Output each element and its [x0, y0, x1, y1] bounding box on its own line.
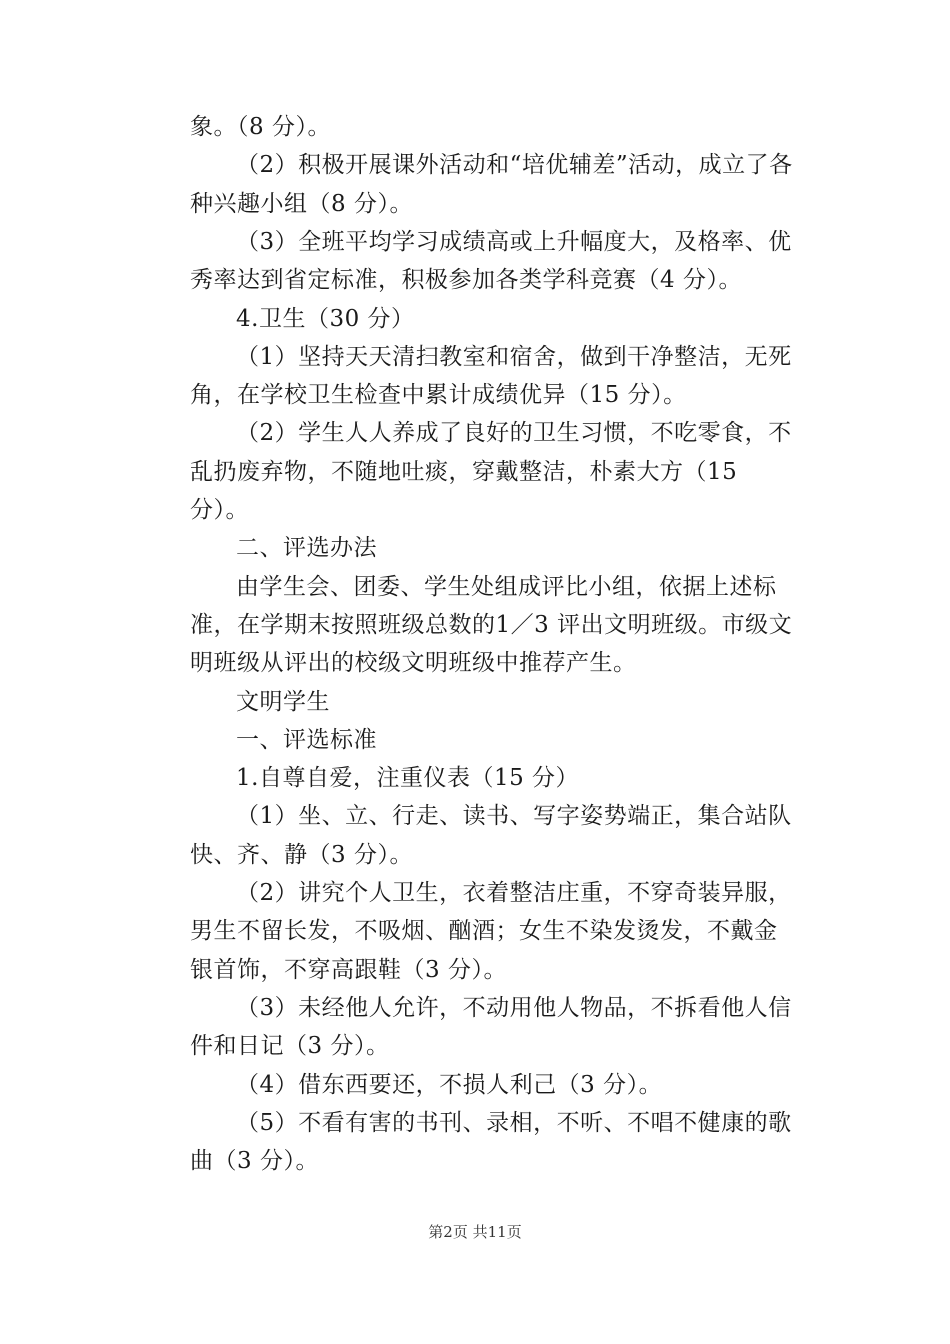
text-line: 曲（3 分）。: [190, 1148, 319, 1175]
text-line: 由学生会、团委、学生处组成评比小组，依据上述标: [236, 573, 777, 600]
text-line: （3）全班平均学习成绩高或上升幅度大，及格率、优: [236, 228, 792, 255]
text-line: 4.卫生（30 分）: [236, 305, 415, 332]
text-line: 种兴趣小组（8 分）。: [190, 190, 413, 217]
text-line: （2）讲究个人卫生，衣着整洁庄重，不穿奇装异服，: [236, 880, 792, 906]
text-line: 银首饰，不穿高跟鞋（3 分）。: [190, 956, 507, 983]
text-line: 秀率达到省定标准，积极参加各类学科竞赛（4 分）。: [190, 267, 742, 294]
text-line: 乱扔废弃物，不随地吐痰，穿戴整洁，朴素大方（15: [190, 458, 738, 485]
text-line: 分）。: [190, 497, 249, 523]
page-footer: 第2页 共11页: [428, 1223, 522, 1241]
text-line: （1）坐、立、行走、读书、写字姿势端正，集合站队: [236, 803, 792, 830]
text-line: 1.自尊自爱，注重仪表（15 分）: [236, 765, 580, 792]
text-line: 角，在学校卫生检查中累计成绩优异（15 分）。: [190, 382, 687, 409]
text-line: 件和日记（3 分）。: [190, 1033, 390, 1060]
text-line: （5）不看有害的书刊、录相，不听、不唱不健康的歌: [236, 1109, 792, 1136]
text-line: 明班级从评出的校级文明班级中推荐产生。: [190, 650, 637, 677]
text-line: 快、齐、静（3 分）。: [190, 841, 413, 868]
text-line: （3）未经他人允许，不动用他人物品，不拆看他人信: [236, 994, 792, 1021]
text-line: 一、评选标准: [236, 726, 377, 753]
text-line: 准，在学期末按照班级总数的1／3 评出文明班级。市级文: [190, 611, 793, 638]
text-line: （2）学生人人养成了良好的卫生习惯，不吃零食，不: [236, 420, 792, 447]
text-line: 男生不留长发，不吸烟、酗酒；女生不染发烫发，不戴金: [190, 918, 778, 945]
text-line: 文明学生: [236, 688, 330, 715]
text-line: （4）借东西要还，不损人利己（3 分）。: [236, 1071, 663, 1098]
text-line: 象。（8 分）。: [190, 114, 331, 140]
text-line: 二、评选办法: [236, 535, 377, 562]
text-line: （2）积极开展课外活动和“培优辅差”活动，成立了各: [236, 152, 793, 179]
text-line: （1）坚持天天清扫教室和宿舍，做到干净整洁，无死: [236, 343, 792, 370]
